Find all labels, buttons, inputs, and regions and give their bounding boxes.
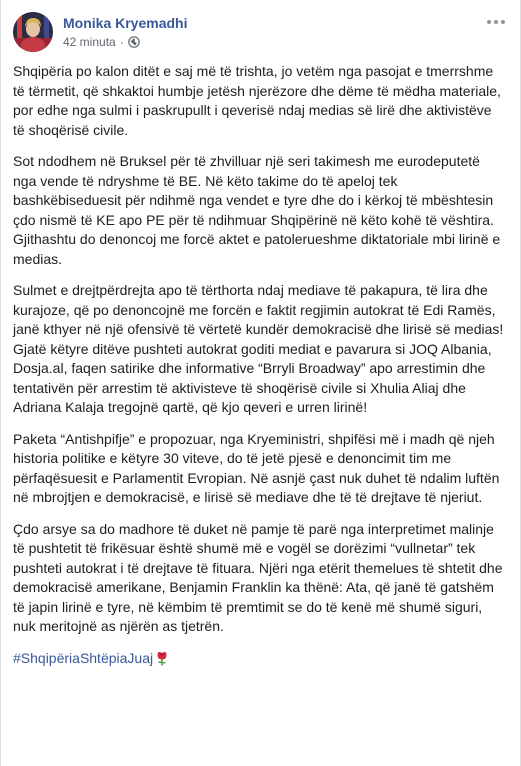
post-timestamp[interactable]: 42 minuta <box>63 35 116 49</box>
globe-icon[interactable] <box>128 36 140 48</box>
rose-icon <box>154 650 170 666</box>
hashtag-link[interactable]: #ShqipëriaShtëpiaJuaj <box>13 649 154 666</box>
meta-separator: · <box>119 35 124 49</box>
post-paragraph: Shqipëria po kalon ditët e saj më të trishta, jo vetëm nga pasojat e tmerrshme të tërmetit, që shkaktoi humbje jetësh njerëzore dhe dëme të mëdha materiale, por edhe nga sulmi i paskrupullt i qeverisë ndaj medias së lirë dhe aktivistëve të shoqërisë civile. <box>13 63 501 138</box>
post-paragraph: Sot ndodhem në Bruksel për të zhvilluar një seri takimesh me eurodeputetë nga vende të ndryshme të BE. Në këto takime do të apeloj tek bashkëbiseduesit për ndihmë nga vendet e tyre dhe do i kërkoj të mbështesin çdo nismë të KE apo PE për të ndihmuar Shqipërinë në këto kohë të vështira. Gjithashtu do denoncoj me forcë aktet e patolerueshme diktatoriale mbi lirinë e medias. <box>13 153 501 267</box>
more-options-icon[interactable] <box>484 14 508 30</box>
post-paragraph: Sulmet e drejtpërdrejta apo të tërthorta ndaj mediave të pakapura, të lira dhe kurajoze, që po denoncojnë me forcën e faktit regjimin autokrat të Edi Ramës, janë kthyer në një ofensivë të vërtetë kundër demokracisë dhe lirisë së medias! Gjatë këtyre ditëve pushteti autokrat goditi mediat e pavarura si JOQ Albania, Dosja.al, faqen satirike dhe informative “Brryli Broadway” apo arrestimin dhe tentativën për arrestim të aktivisteve të shoqërisë civile si Xhulia Aliaj dhe Adriana Kalaja tregojnë qartë, që kjo qeveri e urren lirinë! <box>13 282 504 415</box>
author-name[interactable]: Monika Kryemadhi <box>63 15 188 31</box>
post-body <box>13 62 507 680</box>
post-paragraph: Çdo arsye sa do madhore të duket në pamje të parë nga interpretimet malinje të pushtetit të frikësuar është shumë më e vogël se dorëzimi “vullnetar” tek pushteti autokrat i të drejtave të fituara. Njëri nga etërit themelues të shtetit dhe demokracisë amerikane, Benjamin Franklin ka thënë: Ata, që janë të gatshëm të japin lirinë e tyre, në këmbim të premtimit se do të kenë më shumë siguri, nuk meritojnë as njërën as tjetrën. <box>13 520 503 634</box>
avatar[interactable] <box>13 12 53 52</box>
post-header <box>13 12 510 52</box>
post-meta <box>63 35 140 49</box>
post-paragraph: Paketa “Antishpifje” e propozuar, nga Kryeministri, shpifësi më i madh që njeh historia politike e këtyre 30 viteve, do të jetë pjesë e denoncimit tim me përfaqësuesit e Parlamentit Evropian. Në asnjë çast nuk duhet të ndalim luftën në mbrojtjen e demokracisë, e lirisë së mediave dhe të të drejtave të njeriut. <box>13 430 500 505</box>
hashtag-line <box>13 649 507 669</box>
